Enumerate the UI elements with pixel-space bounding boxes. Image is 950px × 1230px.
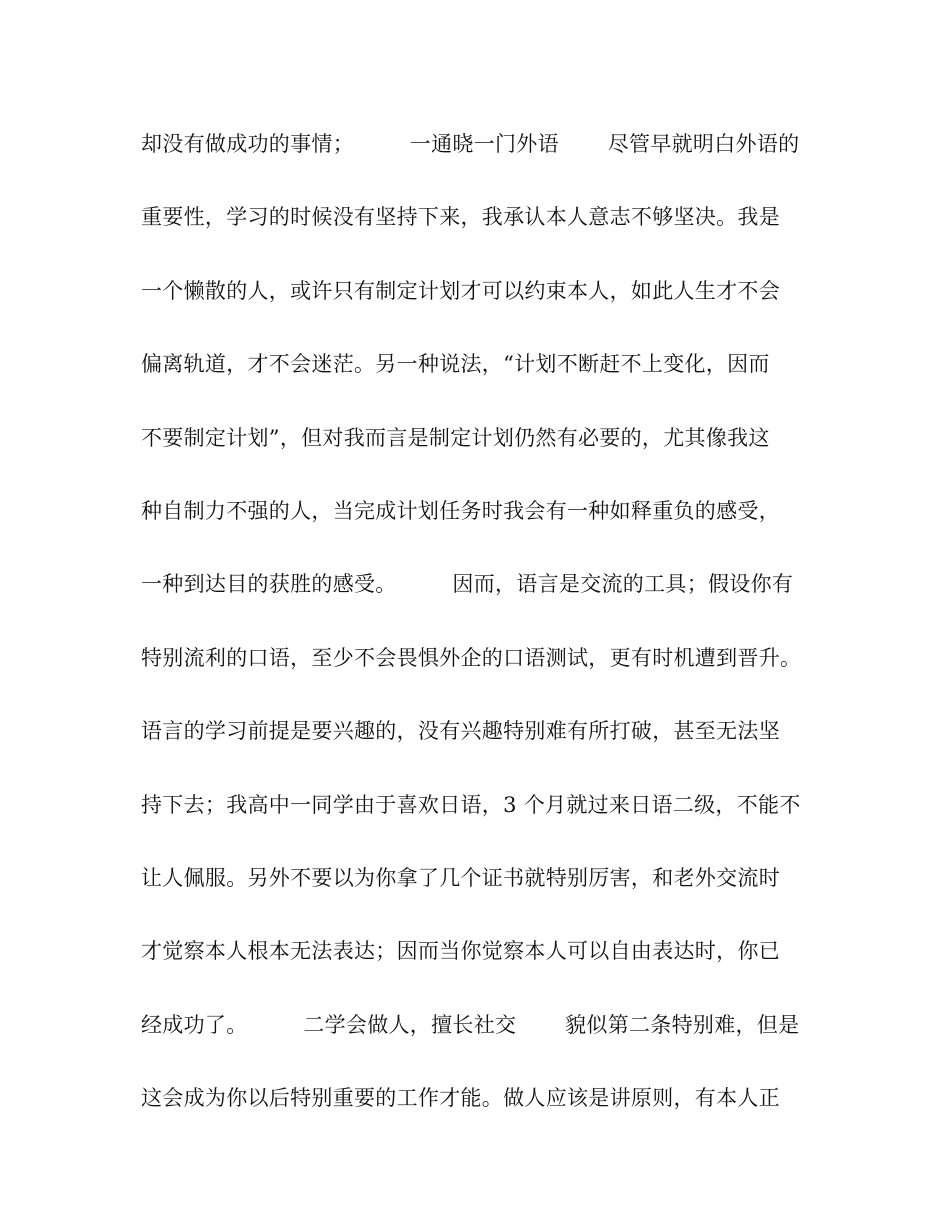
- text-line: 偏离轨道，才不会迷茫。另一种说法，“计划不断赶不上变化，因而: [141, 352, 770, 377]
- text-line: 种自制力不强的人，当完成计划任务时我会有一种如释重负的感受，: [141, 498, 780, 523]
- text-line: 语言的学习前提是要兴趣的，没有兴趣特别难有所打破，甚至无法坚: [141, 719, 780, 744]
- text-line: 让人佩服。另外不要以为你拿了几个证书就特别厉害，和老外交流时: [141, 865, 780, 890]
- document-body: [141, 123, 821, 1150]
- text-line: 不要制定计划”，但对我而言是制定计划仍然有必要的，尤其像我这: [141, 425, 770, 450]
- text-line: 经成功了。 二学会做人，擅长社交 貌似第二条特别难，但是: [141, 1012, 800, 1037]
- text-line: 持下去；我高中一同学由于喜欢日语，3 个月就过来日语二级，不能不: [141, 792, 801, 817]
- text-line: 这会成为你以后特别重要的工作才能。做人应该是讲原则，有本人正: [141, 1086, 780, 1111]
- text-line: 才觉察本人根本无法表达；因而当你觉察本人可以自由表达时，你已: [141, 939, 780, 964]
- text-line: 重要性，学习的时候没有坚持下来，我承认本人意志不够坚决。我是: [141, 205, 780, 230]
- text-line: 一种到达目的获胜的感受。 因而，语言是交流的工具；假设你有: [141, 572, 794, 597]
- text-line: 却没有做成功的事情； 一通晓一门外语 尽管早就明白外语的: [141, 132, 800, 156]
- text-line: 一个懒散的人，或许只有制定计划才可以约束本人，如此人生才不会: [141, 278, 780, 303]
- text-line: 特别流利的口语，至少不会畏惧外企的口语测试，更有时机遭到晋升。: [141, 645, 802, 670]
